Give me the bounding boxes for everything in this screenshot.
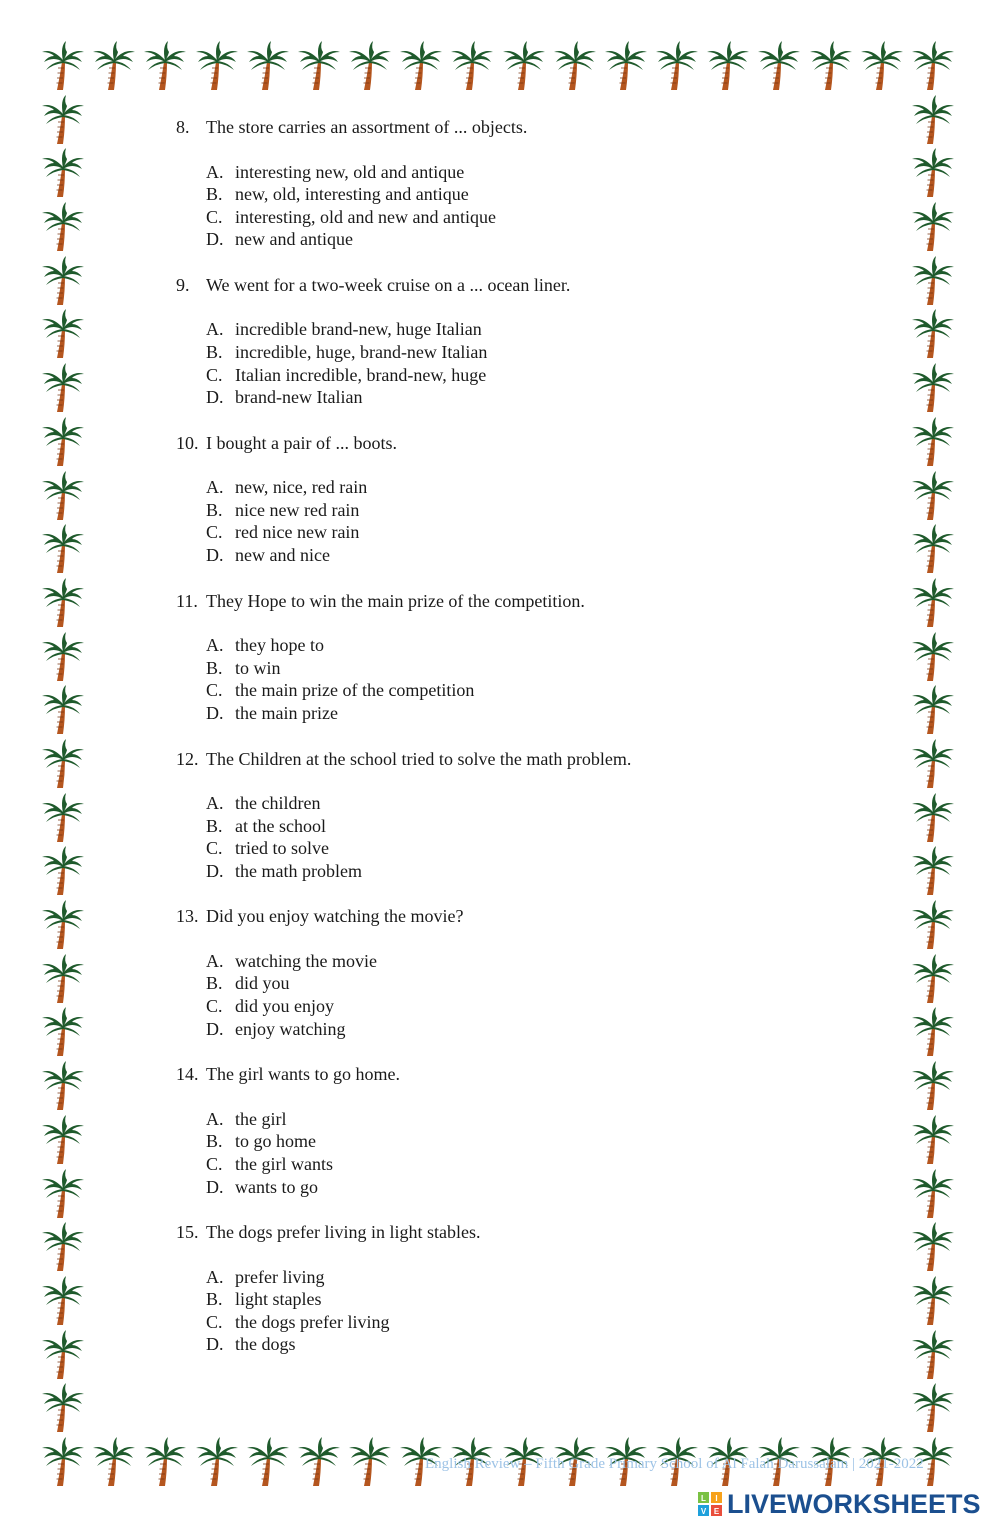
option-letter: B. — [206, 973, 223, 994]
answer-option[interactable] — [206, 183, 876, 206]
option-text: new, old, interesting and antique — [235, 184, 469, 205]
palm-tree-icon — [910, 255, 956, 307]
palm-tree-icon — [142, 40, 188, 92]
option-letter: D. — [206, 545, 224, 566]
option-letter: C. — [206, 1311, 223, 1332]
option-letter: B. — [206, 657, 223, 678]
palm-tree-icon — [910, 631, 956, 683]
svg-text:E: E — [713, 1507, 720, 1516]
palm-tree-icon — [347, 40, 393, 92]
palm-tree-icon — [245, 40, 291, 92]
liveworksheets-logo-icon — [697, 1491, 723, 1517]
palm-tree-icon — [449, 40, 495, 92]
palm-tree-icon — [296, 40, 342, 92]
palm-tree-icon — [910, 362, 956, 414]
answer-option[interactable] — [206, 228, 876, 251]
question-10 — [176, 432, 876, 567]
palm-tree-icon — [142, 1436, 188, 1488]
palm-tree-icon — [910, 684, 956, 736]
option-text: watching the movie — [235, 950, 377, 971]
palm-tree-icon — [40, 1436, 86, 1488]
question-text — [176, 1221, 876, 1244]
answer-options — [206, 318, 876, 408]
answer-option[interactable] — [206, 1333, 876, 1356]
option-text: the girl wants — [235, 1153, 333, 1174]
palm-tree-icon — [91, 40, 137, 92]
palm-tree-icon — [654, 40, 700, 92]
option-letter: D. — [206, 1176, 224, 1197]
question-number: 8. — [176, 117, 190, 137]
question-text — [176, 1063, 876, 1086]
palm-tree-icon — [40, 684, 86, 736]
palm-tree-icon — [40, 40, 86, 92]
question-stem: Did you enjoy watching the movie? — [206, 906, 464, 927]
answer-option[interactable] — [206, 1153, 876, 1176]
question-text — [176, 116, 876, 139]
answer-options — [206, 792, 876, 882]
question-15 — [176, 1221, 876, 1356]
option-letter: A. — [206, 477, 224, 498]
answer-option[interactable] — [206, 634, 876, 657]
palm-tree-icon — [40, 1168, 86, 1220]
answer-options — [206, 634, 876, 724]
question-text — [176, 274, 876, 297]
palm-tree-icon — [910, 40, 956, 92]
option-letter: A. — [206, 635, 224, 656]
question-14 — [176, 1063, 876, 1198]
palm-tree-icon — [910, 416, 956, 468]
option-letter: C. — [206, 364, 223, 385]
palm-tree-icon — [40, 1221, 86, 1273]
question-number: 15. — [176, 1222, 199, 1243]
palm-tree-icon — [40, 255, 86, 307]
answer-option[interactable] — [206, 161, 876, 184]
question-stem: I bought a pair of ... boots. — [206, 432, 397, 453]
option-text: interesting, old and new and antique — [235, 206, 496, 227]
answer-option[interactable] — [206, 318, 876, 341]
option-letter: C. — [206, 996, 223, 1017]
option-text: new, nice, red rain — [235, 477, 368, 498]
option-text: brand-new Italian — [235, 387, 363, 408]
answer-option[interactable] — [206, 792, 876, 815]
question-text — [176, 590, 876, 613]
answer-option[interactable] — [206, 1311, 876, 1334]
question-stem: The dogs prefer living in light stables. — [206, 1222, 481, 1243]
palm-tree-icon — [910, 147, 956, 199]
option-text: prefer living — [235, 1266, 325, 1287]
question-8 — [176, 116, 876, 251]
option-text: incredible, huge, brand-new Italian — [235, 341, 488, 362]
palm-tree-icon — [398, 40, 444, 92]
palm-tree-icon — [40, 792, 86, 844]
palm-tree-icon — [40, 738, 86, 790]
palm-tree-icon — [910, 1114, 956, 1166]
palm-tree-icon — [910, 577, 956, 629]
option-text: the main prize — [235, 702, 338, 723]
question-number: 12. — [176, 748, 199, 769]
question-number: 14. — [176, 1064, 199, 1085]
option-letter: A. — [206, 1266, 224, 1287]
palm-tree-icon — [910, 1275, 956, 1327]
palm-tree-icon — [910, 1221, 956, 1273]
answer-option[interactable] — [206, 476, 876, 499]
question-text — [176, 432, 876, 455]
option-text: new and nice — [235, 545, 330, 566]
option-letter: C. — [206, 680, 223, 701]
option-letter: D. — [206, 229, 224, 250]
answer-option[interactable] — [206, 972, 876, 995]
option-letter: B. — [206, 1289, 223, 1310]
palm-tree-icon — [347, 1436, 393, 1488]
palm-tree-icon — [756, 40, 802, 92]
option-letter: D. — [206, 702, 224, 723]
palm-tree-icon — [40, 1114, 86, 1166]
option-letter: D. — [206, 1018, 224, 1039]
option-letter: B. — [206, 1131, 223, 1152]
palm-tree-icon — [552, 40, 598, 92]
palm-tree-icon — [194, 1436, 240, 1488]
answer-option[interactable] — [206, 950, 876, 973]
option-letter: A. — [206, 1108, 224, 1129]
answer-option[interactable] — [206, 386, 876, 409]
palm-tree-icon — [910, 792, 956, 844]
option-letter: B. — [206, 341, 223, 362]
palm-tree-icon — [910, 470, 956, 522]
brand-name: LIVEWORKSHEETS — [727, 1488, 981, 1519]
palm-tree-icon — [910, 899, 956, 951]
option-text: incredible brand-new, huge Italian — [235, 319, 482, 340]
palm-tree-icon — [40, 631, 86, 683]
option-text: the dogs — [235, 1334, 296, 1355]
question-13 — [176, 905, 876, 1040]
palm-tree-icon — [40, 416, 86, 468]
option-letter: A. — [206, 950, 224, 971]
svg-text:V: V — [700, 1507, 707, 1516]
option-text: Italian incredible, brand-new, huge — [235, 364, 487, 385]
question-stem: The Children at the school tried to solve the math problem. — [206, 748, 632, 769]
palm-tree-icon — [40, 201, 86, 253]
palm-tree-icon — [40, 1382, 86, 1434]
option-letter: C. — [206, 1153, 223, 1174]
option-letter: C. — [206, 838, 223, 859]
answer-option[interactable] — [206, 837, 876, 860]
answer-option[interactable] — [206, 702, 876, 725]
palm-tree-icon — [910, 1060, 956, 1112]
option-text: wants to go — [235, 1176, 318, 1197]
option-text: did you — [235, 973, 290, 994]
option-letter: C. — [206, 522, 223, 543]
question-list — [176, 116, 876, 1356]
question-text — [176, 748, 876, 771]
palm-tree-icon — [705, 40, 751, 92]
answer-option[interactable] — [206, 341, 876, 364]
answer-option[interactable] — [206, 544, 876, 567]
answer-option[interactable] — [206, 1288, 876, 1311]
palm-tree-icon — [296, 1436, 342, 1488]
option-letter: D. — [206, 387, 224, 408]
palm-tree-icon — [245, 1436, 291, 1488]
option-text: the dogs prefer living — [235, 1311, 390, 1332]
answer-option[interactable] — [206, 206, 876, 229]
option-letter: B. — [206, 184, 223, 205]
question-stem: The girl wants to go home. — [206, 1064, 400, 1085]
question-stem: The store carries an assortment of ... objects. — [206, 117, 528, 137]
option-text: to win — [235, 657, 281, 678]
palm-tree-icon — [603, 40, 649, 92]
palm-tree-icon — [40, 899, 86, 951]
palm-tree-icon — [910, 953, 956, 1005]
option-letter: B. — [206, 815, 223, 836]
palm-tree-icon — [40, 845, 86, 897]
brand-logo[interactable] — [697, 1488, 981, 1520]
option-letter: B. — [206, 499, 223, 520]
option-text: to go home — [235, 1131, 316, 1152]
svg-text:I: I — [715, 1494, 718, 1503]
palm-tree-icon — [910, 94, 956, 146]
option-letter: A. — [206, 793, 224, 813]
palm-tree-icon — [910, 738, 956, 790]
answer-options — [206, 950, 876, 1040]
answer-option[interactable] — [206, 657, 876, 680]
answer-option[interactable] — [206, 679, 876, 702]
palm-tree-icon — [910, 1382, 956, 1434]
palm-tree-icon — [910, 308, 956, 360]
palm-tree-icon — [910, 1329, 956, 1381]
answer-option[interactable] — [206, 1130, 876, 1153]
answer-option[interactable] — [206, 499, 876, 522]
palm-tree-icon — [40, 470, 86, 522]
palm-tree-icon — [859, 40, 905, 92]
palm-tree-icon — [910, 201, 956, 253]
option-letter: D. — [206, 1334, 224, 1355]
answer-options — [206, 1108, 876, 1198]
option-letter: C. — [206, 206, 223, 227]
answer-option[interactable] — [206, 1018, 876, 1041]
option-text: interesting new, old and antique — [235, 161, 465, 182]
option-text: the math problem — [235, 860, 362, 881]
palm-tree-icon — [910, 1168, 956, 1220]
palm-tree-icon — [910, 523, 956, 575]
answer-options — [206, 1266, 876, 1356]
question-number: 10. — [176, 432, 199, 453]
palm-tree-icon — [40, 94, 86, 146]
option-text: nice new red rain — [235, 499, 360, 520]
question-stem: We went for a two-week cruise on a ... ocean liner. — [206, 274, 571, 295]
palm-tree-icon — [910, 845, 956, 897]
question-number: 13. — [176, 906, 199, 927]
palm-tree-icon — [40, 1006, 86, 1058]
palm-tree-icon — [40, 1329, 86, 1381]
question-number: 11. — [176, 590, 198, 611]
question-9 — [176, 274, 876, 409]
option-text: the main prize of the competition — [235, 680, 475, 701]
option-letter: A. — [206, 319, 224, 340]
question-11 — [176, 590, 876, 725]
palm-tree-icon — [808, 40, 854, 92]
question-text — [176, 905, 876, 928]
palm-tree-icon — [40, 523, 86, 575]
answer-option[interactable] — [206, 1266, 876, 1289]
option-text: tried to solve — [235, 838, 329, 859]
palm-tree-icon — [501, 40, 547, 92]
answer-option[interactable] — [206, 521, 876, 544]
palm-tree-icon — [40, 147, 86, 199]
svg-text:L: L — [701, 1494, 706, 1503]
option-text: the children — [235, 793, 321, 813]
option-text: they hope to — [235, 635, 324, 656]
option-text: enjoy watching — [235, 1018, 346, 1039]
palm-tree-icon — [910, 1006, 956, 1058]
answer-option[interactable] — [206, 860, 876, 883]
question-12 — [176, 748, 876, 883]
answer-option[interactable] — [206, 1108, 876, 1131]
palm-tree-icon — [40, 1275, 86, 1327]
palm-tree-icon — [40, 362, 86, 414]
question-number: 9. — [176, 274, 190, 295]
palm-tree-icon — [40, 953, 86, 1005]
option-letter: A. — [206, 161, 224, 182]
question-stem: They Hope to win the main prize of the competition. — [206, 590, 585, 611]
palm-tree-icon — [40, 308, 86, 360]
answer-option[interactable] — [206, 815, 876, 838]
answer-option[interactable] — [206, 1176, 876, 1199]
option-letter: D. — [206, 860, 224, 881]
option-text: the girl — [235, 1108, 287, 1129]
option-text: did you enjoy — [235, 996, 334, 1017]
option-text: new and antique — [235, 229, 353, 250]
option-text: at the school — [235, 815, 326, 836]
palm-tree-icon — [91, 1436, 137, 1488]
answer-options — [206, 161, 876, 251]
footer-text: English Review – Fifth Grade Primary School of Al Falah Darussalam | 2021-2022 — [425, 1456, 924, 1472]
palm-tree-icon — [40, 1060, 86, 1112]
option-text: red nice new rain — [235, 522, 360, 543]
palm-tree-icon — [40, 577, 86, 629]
option-text: light staples — [235, 1289, 322, 1310]
answer-option[interactable] — [206, 364, 876, 387]
answer-option[interactable] — [206, 995, 876, 1018]
answer-options — [206, 476, 876, 566]
palm-tree-icon — [194, 40, 240, 92]
